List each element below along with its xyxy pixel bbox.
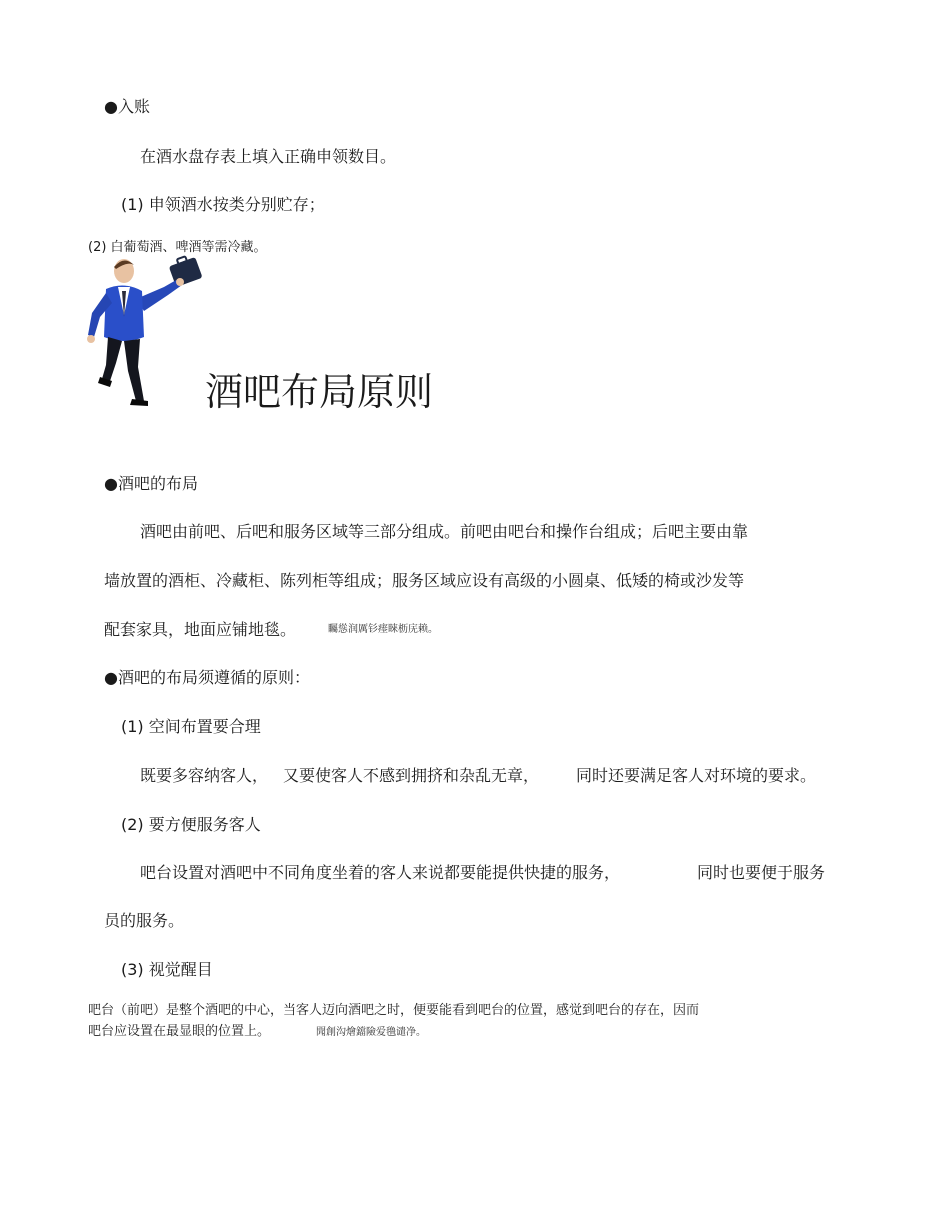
- garbled-text-2: 聞創沟燴鐺險爱氇谴净。: [316, 1027, 426, 1038]
- layout-paragraph-line-2: 墙放置的酒柜、冷藏柜、陈列柜等组成；服务区域应设有高级的小圆桌、低矮的椅或沙发等: [104, 571, 745, 590]
- principle-1-text-b: 又要使客人不感到拥挤和杂乱无章，: [283, 766, 540, 785]
- entry-body-text: 在酒水盘存表上填入正确申领数目。: [140, 147, 397, 166]
- principle-3-title: (3) 视觉醒目: [121, 960, 213, 979]
- entry-item-1: (1) 申领酒水按类分别贮存；: [121, 195, 325, 214]
- page-title: 酒吧布局原则: [205, 370, 434, 414]
- garbled-text-1: 矚慫润厲钐瘗睞枥庑赖。: [328, 624, 438, 635]
- principle-2-text-c: 员的服务。: [104, 911, 185, 930]
- principle-1-title: (1) 空间布置要合理: [121, 717, 261, 736]
- principle-2-title: (2) 要方便服务客人: [121, 815, 261, 834]
- principle-3-line-1: 吧台（前吧）是整个酒吧的中心，当客人迈向酒吧之时，便要能看到吧台的位置，感觉到吧台的存在，因而: [88, 1003, 700, 1018]
- principle-1-text-c: 同时还要满足客人对环境的要求。: [576, 766, 817, 785]
- entry-item-2: (2) 白葡萄酒、啤酒等需冷藏。: [88, 240, 267, 255]
- principle-2-text-b: 同时也要便于服务: [697, 863, 826, 882]
- businessman-running-icon: [84, 255, 209, 407]
- section-heading-entry: ●入账: [104, 97, 150, 116]
- principle-3-line-2: 吧台应设置在最显眼的位置上。: [88, 1024, 271, 1039]
- layout-paragraph-line-1: 酒吧由前吧、后吧和服务区域等三部分组成。前吧由吧台和操作台组成；后吧主要由靠: [140, 522, 749, 541]
- layout-paragraph-line-3: 配套家具，地面应铺地毯。: [104, 620, 297, 639]
- section-heading-principles: ●酒吧的布局须遵循的原则：: [104, 668, 310, 687]
- section-heading-layout: ●酒吧的布局: [104, 474, 198, 493]
- principle-1-text-a: 既要多容纳客人，: [140, 766, 269, 785]
- principle-2-text-a: 吧台设置对酒吧中不同角度坐着的客人来说都要能提供快捷的服务，: [140, 863, 621, 882]
